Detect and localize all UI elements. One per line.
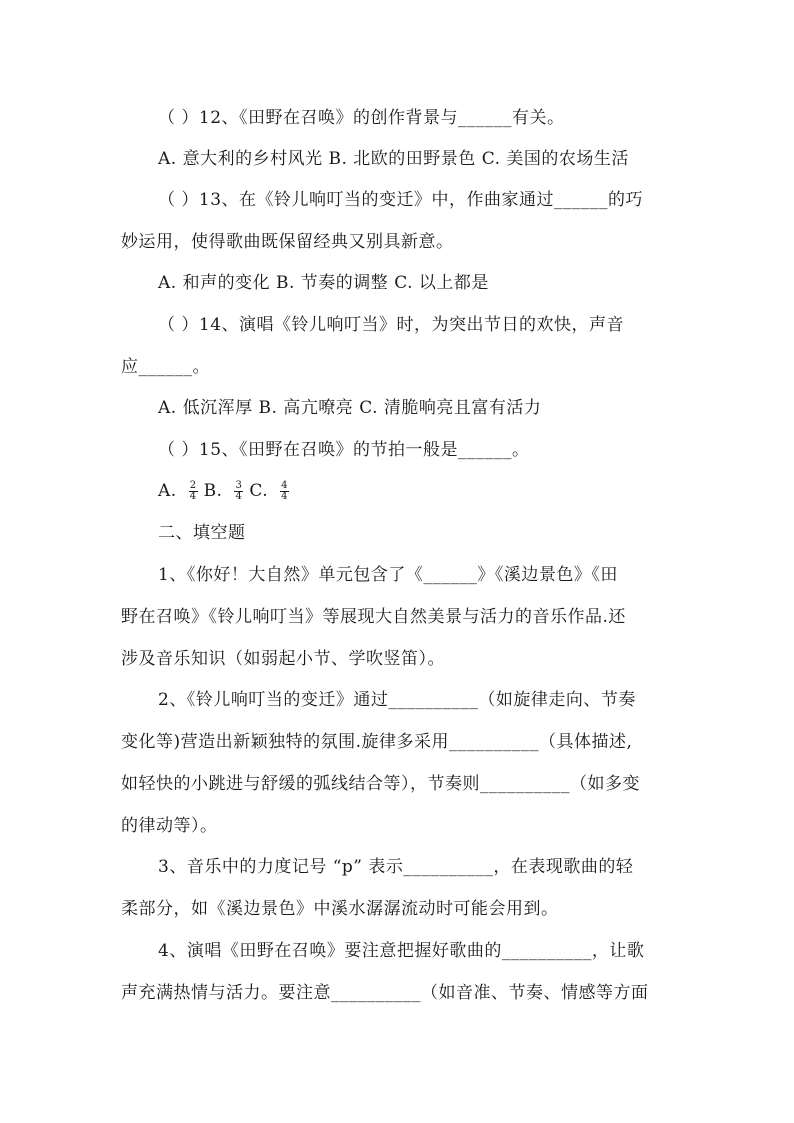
fill-2-line-2: 变化等)营造出新颖独特的氛围.旋律多采用__________（具体描述,	[121, 732, 633, 752]
question-14-line-2: 应______。	[121, 357, 210, 377]
question-14-options: A. 低沉浑厚 B. 高亢嘹亮 C. 清脆响亮且富有活力	[158, 398, 542, 418]
option-c-label: C.	[249, 481, 269, 501]
fill-3-line-1: 3、音乐中的力度记号 “p” 表示__________，在表现歌曲的轻	[158, 857, 634, 877]
question-12: （ ）12、《田野在召唤》的创作背景与______有关。	[158, 108, 565, 128]
fraction-three-four: $\frac{3}{4}$	[235, 480, 243, 502]
option-b-label: B.	[203, 481, 223, 501]
fill-2-line-3: 如轻快的小跳进与舒缓的弧线结合等），节奏则__________（如多变	[121, 774, 640, 794]
fill-2-line-1: 2、《铃儿响叮当的变迁》通过__________（如旋律走向、节奏	[158, 690, 636, 710]
question-14-line-1: （ ）14、演唱《铃儿响叮当》时，为突出节日的欢快，声音	[158, 315, 625, 335]
question-13-line-1: （ ）13、在《铃儿响叮当的变迁》中，作曲家通过______的巧	[158, 190, 644, 210]
question-13-line-2: 妙运用，使得歌曲既保留经典又别具新意。	[121, 232, 454, 252]
section-heading: 二、填空题	[158, 523, 246, 543]
fill-3-line-2: 柔部分，如《溪边景色》中溪水潺潺流动时可能会用到。	[121, 899, 559, 919]
question-15: （ ）15、《田野在召唤》的节拍一般是______。	[158, 440, 530, 460]
question-13-options: A. 和声的变化 B. 节奏的调整 C. 以上都是	[158, 273, 489, 293]
fill-1-line-2: 野在召唤》《铃儿响叮当》等展现大自然美景与活力的音乐作品.还	[121, 607, 626, 627]
fill-1-line-1: 1、《你好！大自然》单元包含了《______》《溪边景色》《田	[158, 565, 618, 585]
fraction-four-four: $\frac{4}{4}$	[281, 480, 289, 502]
option-a-label: A.	[158, 481, 177, 501]
fill-1-line-3: 涉及音乐知识（如弱起小节、学吹竖笛）。	[121, 649, 445, 669]
fill-2-line-4: 的律动等）。	[121, 816, 218, 836]
fraction-two-four: $\frac{2}{4}$	[189, 480, 197, 502]
question-15-options	[158, 478, 295, 504]
fill-4-line-1: 4、演唱《田野在召唤》要注意把握好歌曲的__________，让歌	[158, 941, 645, 961]
fill-4-line-2: 声充满热情与活力。要注意__________（如音准、节奏、情感等方面	[121, 983, 649, 1003]
question-12-options: A. 意大利的乡村风光 B. 北欧的田野景色 C. 美国的农场生活	[158, 149, 629, 169]
